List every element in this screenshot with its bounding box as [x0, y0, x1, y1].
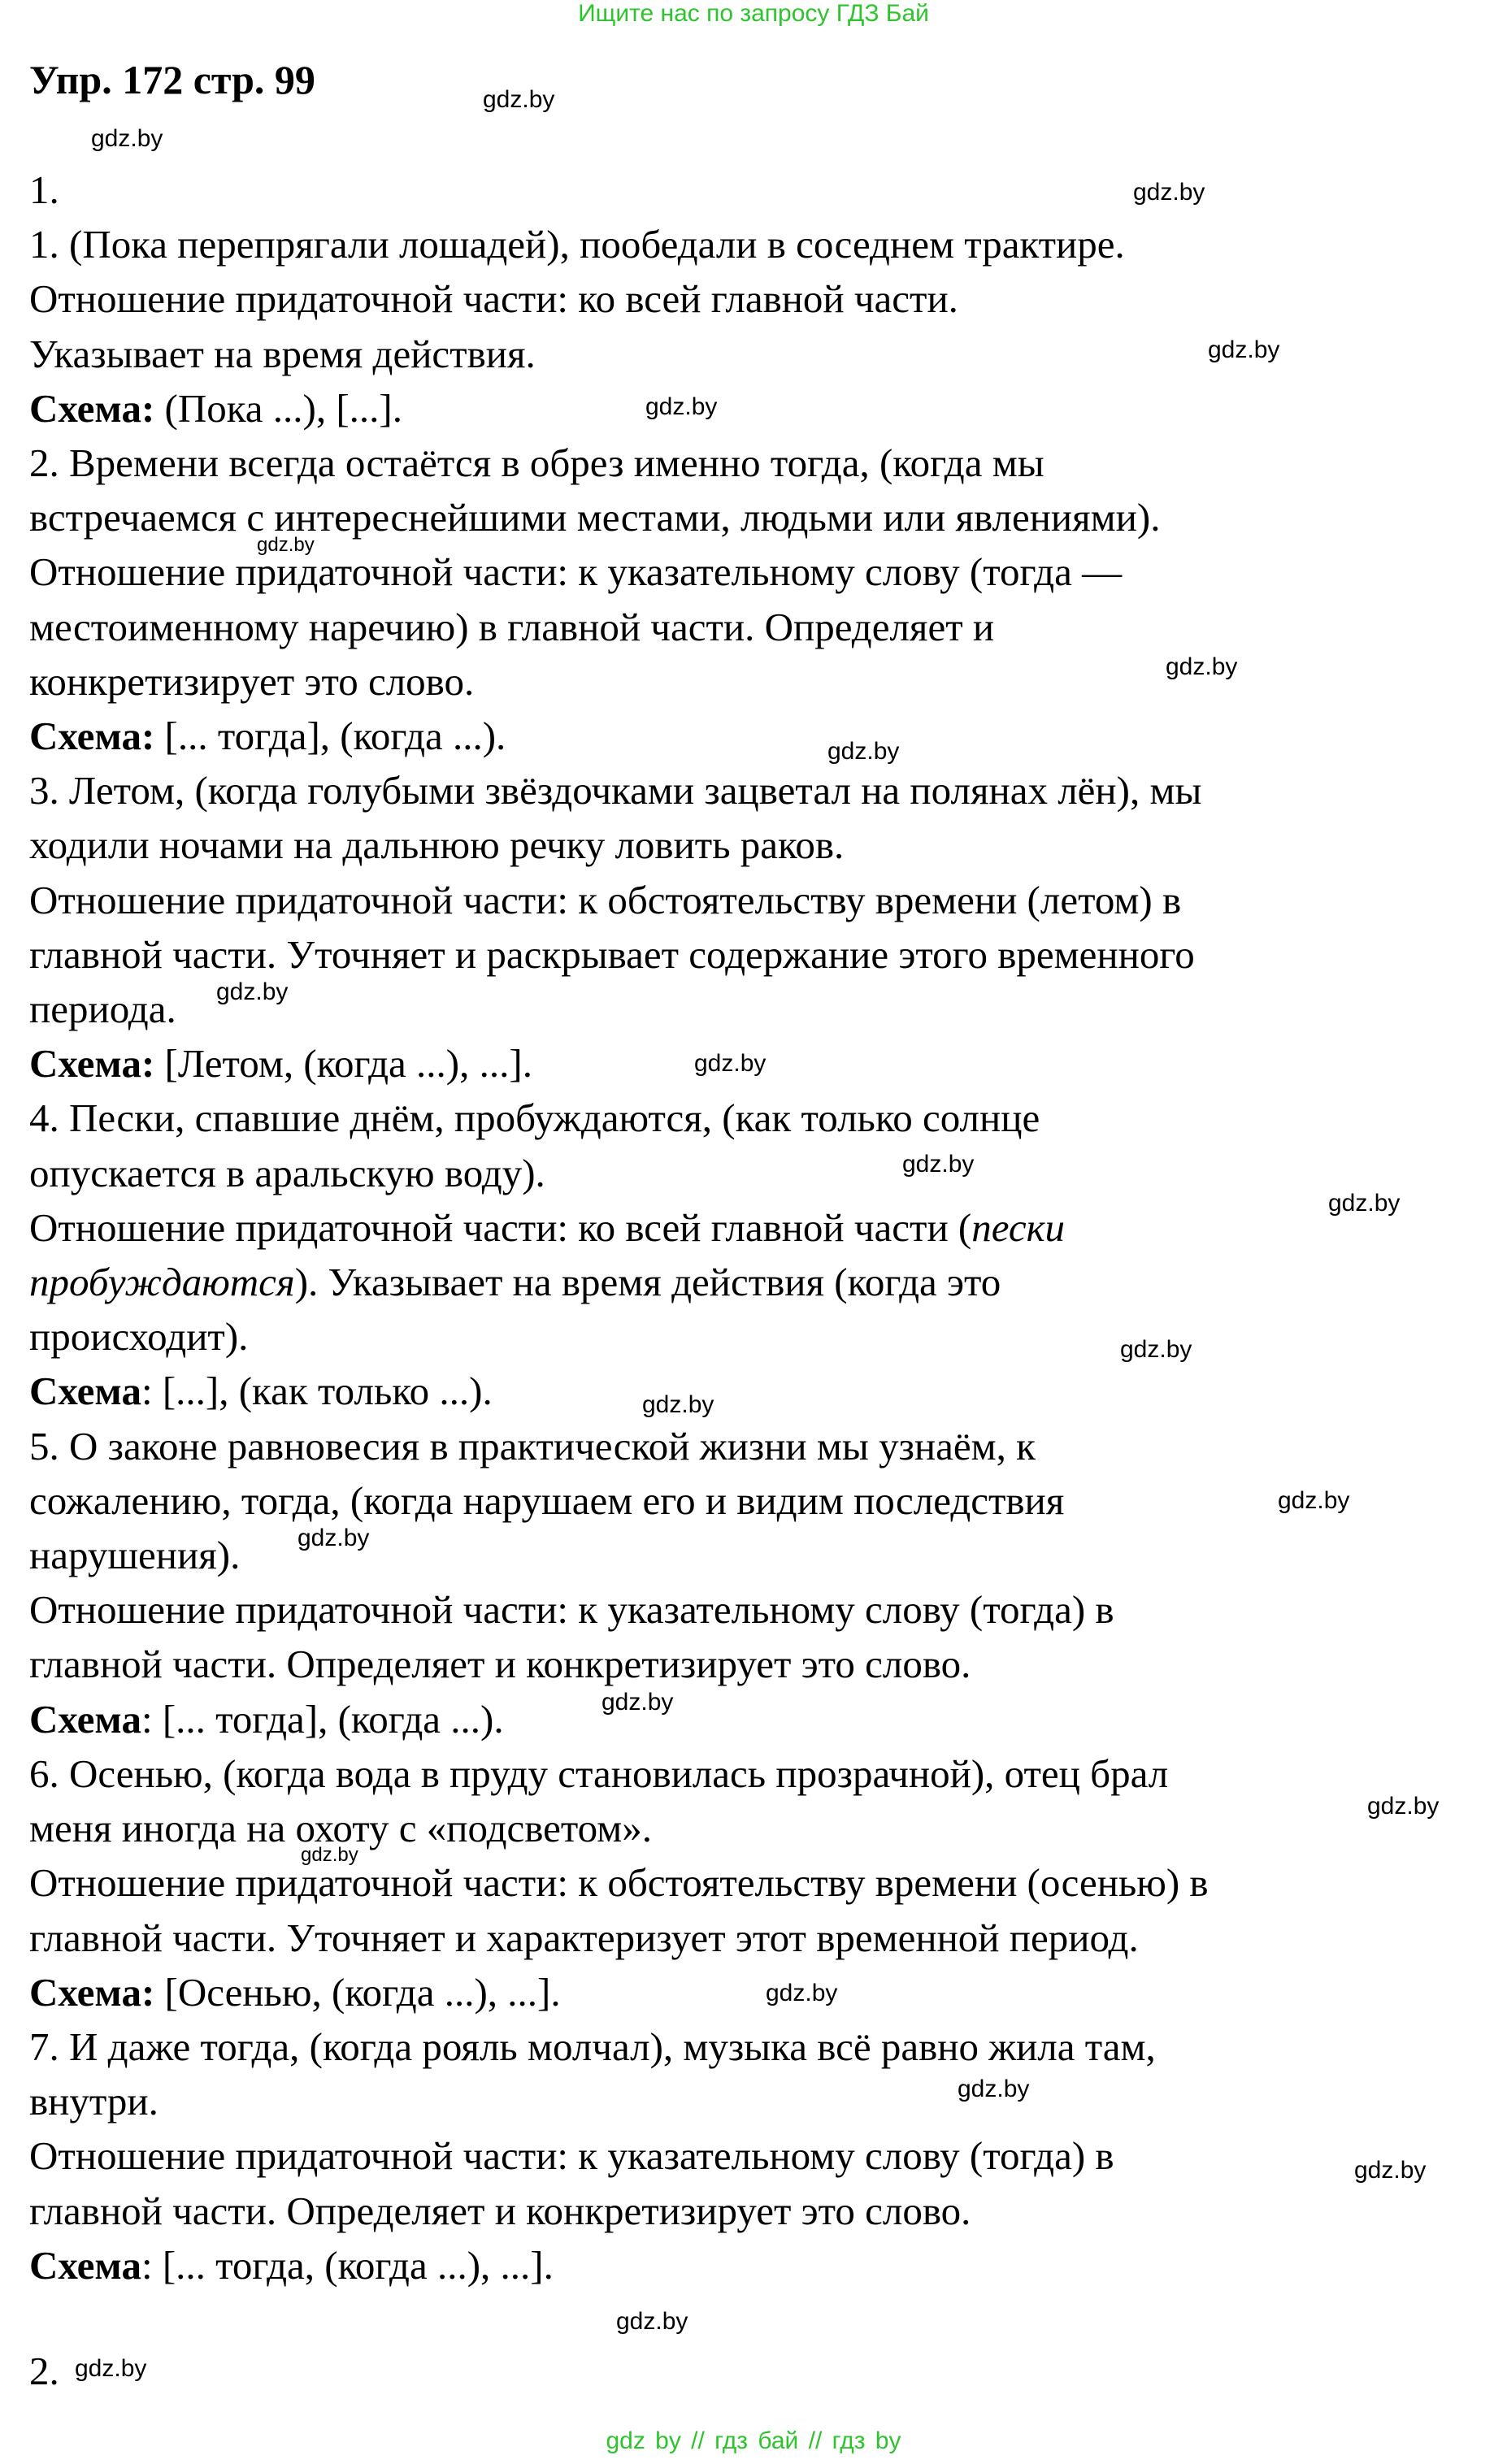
item-4-relation-line-2 — [29, 1255, 1484, 1309]
scheme-formula: : [...], (как только ...). — [141, 1369, 493, 1414]
item-5-relation-line-1: Отношение придаточной части: к указательному слову (тогда) в — [29, 1587, 1114, 1633]
watermark: gdz.by — [694, 1050, 767, 1077]
part-2-label: 2. — [29, 2349, 59, 2393]
relation-italic-text: пески — [971, 1204, 1066, 1250]
item-6-sentence-line-1: 6. Осенью, (когда вода в пруду становилась прозрачной), отец брал — [29, 1750, 1169, 1796]
item-7-relation-line-2: главной части. Определяет и конкретизирует это слово. — [29, 2188, 971, 2233]
item-1-scheme — [29, 381, 1484, 436]
watermark: gdz.by — [75, 2355, 147, 2382]
footer-links[interactable]: gdz by // гдз бай // гдз by — [606, 2427, 901, 2454]
item-4-scheme — [29, 1364, 1484, 1418]
watermark: gdz.by — [1367, 1793, 1440, 1820]
item-6-sentence-line-2: меня иногда на охоту с «подсветом». — [29, 1806, 652, 1851]
part-1-label: 1. — [29, 167, 59, 212]
watermark: gdz.by — [483, 86, 555, 113]
item-4-relation-line-1 — [29, 1200, 1484, 1255]
item-5-sentence-line-3: нарушения). — [29, 1533, 241, 1578]
watermark: gdz.by — [301, 1844, 358, 1866]
item-7-sentence-line-1: 7. И даже тогда, (когда рояль молчал), музыка всё равно жила там, — [29, 2024, 1156, 2069]
item-5-scheme — [29, 1692, 1484, 1746]
item-2-relation-line-3: конкретизирует это слово. — [29, 658, 475, 704]
scheme-label: Схема — [29, 1369, 141, 1414]
watermark: gdz.by — [902, 1151, 975, 1178]
item-2-relation-line-1: Отношение придаточной части: к указательному слову (тогда — — [29, 549, 1123, 595]
watermark: gdz.by — [91, 125, 163, 152]
scheme-formula: [Осенью, (когда ...), ...]. — [154, 1969, 561, 2015]
item-7-sentence-line-2: внутри. — [29, 2079, 159, 2124]
scheme-label: Схема: — [29, 714, 155, 759]
item-4-sentence-line-1: 4. Пески, спавшие днём, пробуждаются, (как только солнце — [29, 1095, 1040, 1141]
item-2-sentence-line-1: 2. Времени всегда остаётся в обрез именно тогда, (когда мы — [29, 440, 1044, 486]
item-4-sentence-line-2: опускается в аральскую воду). — [29, 1150, 545, 1195]
item-3-relation-line-1: Отношение придаточной части: к обстоятельству времени (летом) в — [29, 877, 1182, 922]
item-7-relation-line-1: Отношение придаточной части: к указательному слову (тогда) в — [29, 2133, 1114, 2179]
watermark: gdz.by — [257, 534, 315, 556]
item-3-relation-line-3: периода. — [29, 987, 176, 1032]
scheme-formula: (Пока ...), [...]. — [154, 385, 402, 431]
item-1-relation-line-1: Отношение придаточной части: ко всей главной части. — [29, 276, 958, 322]
item-2-relation-line-2: местоименному наречию) в главной части. Определяет и — [29, 604, 995, 649]
watermark: gdz.by — [958, 2076, 1030, 2102]
watermark: gdz.by — [1166, 653, 1238, 680]
item-3-sentence-line-2: ходили ночами на дальнюю речку ловить раков. — [29, 822, 845, 868]
item-6-relation-line-1: Отношение придаточной части: к обстоятельству времени (осенью) в — [29, 1860, 1209, 1906]
relation-text: Отношение придаточной части: ко всей главной части ( — [29, 1204, 972, 1250]
scheme-formula: [Летом, (когда ...), ...]. — [154, 1041, 532, 1087]
watermark: gdz.by — [1354, 2157, 1427, 2184]
scheme-label: Схема — [29, 2242, 141, 2288]
item-7-scheme — [29, 2238, 1484, 2293]
item-3-sentence-line-1: 3. Летом, (когда голубыми звёздочками зацветал на полянах лён), мы — [29, 768, 1202, 813]
item-1-relation-line-2: Указывает на время действия. — [29, 331, 536, 376]
watermark: gdz.by — [642, 1391, 714, 1418]
item-5-sentence-line-1: 5. О законе равновесия в практической жизни мы узнаём, к — [29, 1423, 1036, 1468]
watermark: gdz.by — [1120, 1336, 1192, 1363]
relation-italic-text: пробуждаются — [29, 1260, 295, 1305]
watermark: gdz.by — [766, 1980, 838, 2006]
watermark: gdz.by — [216, 978, 289, 1005]
scheme-formula: : [... тогда], (когда ...). — [141, 1696, 504, 1742]
watermark: gdz.by — [1133, 179, 1205, 206]
exercise-title: Упр. 172 стр. 99 — [29, 57, 315, 102]
scheme-label: Схема — [29, 1696, 141, 1742]
watermark: gdz.by — [601, 1689, 674, 1716]
scheme-label: Схема: — [29, 1969, 155, 2015]
watermark: gdz.by — [1328, 1190, 1401, 1217]
item-5-relation-line-2: главной части. Определяет и конкретизирует это слово. — [29, 1642, 971, 1687]
item-5-sentence-line-2: сожалению, тогда, (когда нарушаем его и видим последствия — [29, 1477, 1065, 1523]
answer-body — [29, 163, 1484, 2293]
scheme-formula: : [... тогда, (когда ...), ...]. — [141, 2242, 554, 2288]
watermark: gdz.by — [645, 393, 718, 420]
item-6-relation-line-2: главной части. Уточняет и характеризует этот временной период. — [29, 1915, 1139, 1960]
watermark: gdz.by — [297, 1525, 370, 1551]
watermark: gdz.by — [616, 2308, 688, 2335]
item-2-scheme — [29, 709, 1484, 763]
scheme-label: Схема: — [29, 1041, 155, 1087]
watermark: gdz.by — [1208, 336, 1280, 363]
item-4-relation-line-3: происходит). — [29, 1314, 249, 1360]
scheme-label: Схема: — [29, 385, 155, 431]
watermark: gdz.by — [1278, 1487, 1350, 1514]
item-1-sentence-line-1: 1. (Пока перепрягали лошадей), пообедали в соседнем трактире. — [29, 222, 1125, 267]
watermark: gdz.by — [827, 738, 900, 765]
search-banner[interactable]: Ищите нас по запросу ГДЗ Бай — [578, 0, 929, 27]
item-2-sentence-line-2: встречаемся с интереснейшими местами, людьми или явлениями). — [29, 495, 1161, 540]
item-3-relation-line-2: главной части. Уточняет и раскрывает содержание этого временного — [29, 931, 1195, 977]
scheme-formula: [... тогда], (когда ...). — [154, 714, 506, 759]
relation-text: ). Указывает на время действия (когда это — [294, 1260, 1001, 1305]
item-6-scheme — [29, 1965, 1484, 2019]
